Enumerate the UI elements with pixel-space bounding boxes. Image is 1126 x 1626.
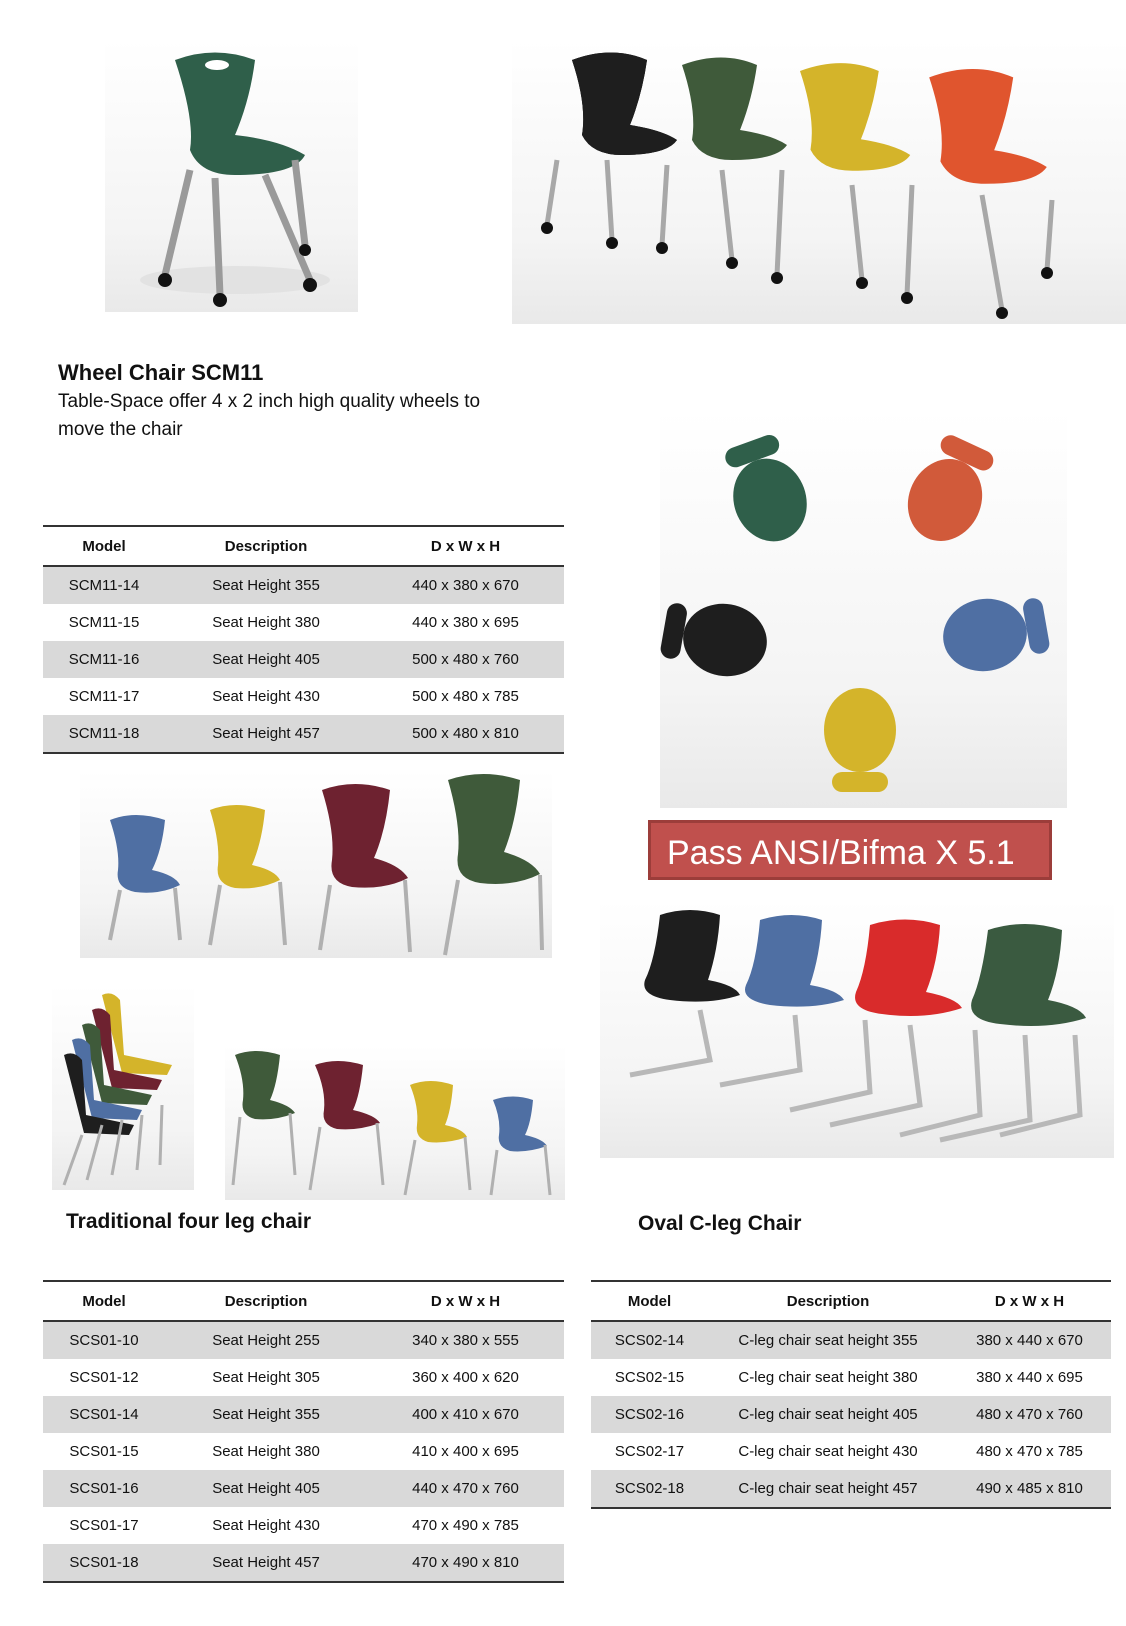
certification-badge: Pass ANSI/Bifma X 5.1 [648, 820, 1052, 880]
table-header-row [591, 1281, 1111, 1321]
cell-description: Seat Height 457 [165, 715, 367, 753]
column-header-description: Description [165, 1281, 367, 1321]
cell-dimensions: 440 x 470 x 760 [367, 1470, 564, 1507]
photo-four-chairs-row [80, 770, 552, 958]
table-row [591, 1396, 1111, 1433]
cell-model: SCS01-14 [43, 1396, 165, 1433]
cell-description: Seat Height 405 [165, 641, 367, 678]
cell-description: C-leg chair seat height 457 [708, 1470, 948, 1508]
table-row [591, 1470, 1111, 1508]
cell-model: SCS01-18 [43, 1544, 165, 1582]
cell-dimensions: 500 x 480 x 760 [367, 641, 564, 678]
cell-model: SCS01-10 [43, 1321, 165, 1359]
cell-dimensions: 480 x 470 x 785 [976, 1443, 1083, 1460]
cell-model: SCS02-18 [591, 1470, 708, 1508]
cell-description: Seat Height 405 [165, 1470, 367, 1507]
cell-dimensions: 440 x 380 x 695 [412, 614, 519, 631]
table-row [43, 641, 564, 678]
cell-model: SCS02-15 [614, 1369, 685, 1386]
column-header-dimensions: D x W x H [948, 1281, 1111, 1321]
cell-description: Seat Height 355 [165, 566, 367, 604]
cell-model: SCS02-16 [591, 1396, 708, 1433]
table-row [43, 604, 564, 641]
wheel-chair-description: Table-Space offer 4 x 2 inch high quality wheels to move the chair [58, 391, 481, 440]
cell-model: SCS01-16 [43, 1470, 165, 1507]
table-row [43, 1359, 564, 1396]
cell-description: Seat Height 305 [212, 1369, 320, 1386]
cell-dimensions: 490 x 485 x 810 [948, 1470, 1111, 1508]
cell-model: SCS01-12 [69, 1369, 139, 1386]
cell-model: SCS02-14 [591, 1321, 708, 1359]
cell-description: Seat Height 430 [212, 1517, 320, 1534]
cell-dimensions: 400 x 410 x 670 [367, 1396, 564, 1433]
photo-stacked-chairs [52, 985, 194, 1190]
cell-model: SCM11-16 [43, 641, 165, 678]
cell-dimensions: 470 x 490 x 785 [412, 1517, 519, 1534]
table-row [43, 1433, 564, 1470]
table-header-row [43, 526, 564, 566]
cell-dimensions: 500 x 480 x 810 [367, 715, 564, 753]
cell-model: SCS01-17 [69, 1517, 139, 1534]
photo-four-chairs-small [225, 1045, 565, 1200]
table-header-row [43, 1281, 564, 1321]
table-row [43, 715, 564, 753]
cell-dimensions: 470 x 490 x 810 [367, 1544, 564, 1582]
table-row [43, 1544, 564, 1582]
cell-dimensions: 380 x 440 x 670 [948, 1321, 1111, 1359]
table-row [591, 1359, 1111, 1396]
column-header-model: Model [43, 526, 165, 566]
cell-dimensions: 440 x 380 x 670 [367, 566, 564, 604]
chairs-row-illustration [512, 40, 1126, 324]
cell-description: Seat Height 355 [165, 1396, 367, 1433]
stacked-chairs-illustration [52, 985, 194, 1190]
cell-dimensions: 360 x 400 x 620 [412, 1369, 519, 1386]
photo-c-leg-chairs [600, 900, 1114, 1158]
photo-wheel-chairs-row [512, 40, 1126, 324]
cell-description: Seat Height 380 [212, 614, 320, 631]
table-row [591, 1321, 1111, 1359]
wheel-chair-title: Wheel Chair SCM11 [58, 360, 264, 385]
cell-model: SCM11-15 [68, 614, 140, 631]
cell-model: SCS01-15 [69, 1443, 139, 1460]
table-row [43, 1396, 564, 1433]
cell-dimensions: 480 x 470 x 760 [948, 1396, 1111, 1433]
cell-description: Seat Height 380 [212, 1443, 320, 1460]
column-header-model: Model [591, 1281, 708, 1321]
c-leg-chairs-illustration [600, 900, 1114, 1158]
column-header-description: Description [165, 526, 367, 566]
traditional-chair-title: Traditional four leg chair [66, 1210, 312, 1233]
traditional-chair-spec-table [43, 1280, 564, 1583]
table-row [591, 1433, 1111, 1470]
photo-chairs-top-view [660, 410, 1067, 808]
cell-description: C-leg chair seat height 355 [708, 1321, 948, 1359]
table-row [43, 1470, 564, 1507]
photo-wheel-chair-green [105, 40, 358, 312]
column-header-dimensions: D x W x H [367, 526, 564, 566]
cell-model: SCM11-18 [43, 715, 165, 753]
table-row [43, 1507, 564, 1544]
cell-description: C-leg chair seat height 405 [708, 1396, 948, 1433]
cell-description: C-leg chair seat height 430 [738, 1443, 918, 1460]
four-chairs-illustration [80, 770, 552, 958]
top-view-illustration [660, 410, 1067, 808]
column-header-description: Description [708, 1281, 948, 1321]
oval-chair-spec-table [591, 1280, 1111, 1509]
column-header-dimensions: D x W x H [367, 1281, 564, 1321]
cell-description: Seat Height 457 [165, 1544, 367, 1582]
oval-chair-title: Oval C-leg Chair [638, 1212, 802, 1235]
cell-dimensions: 410 x 400 x 695 [412, 1443, 519, 1460]
wheel-chair-spec-table [43, 525, 564, 754]
cell-model: SCM11-14 [43, 566, 165, 604]
table-row [43, 566, 564, 604]
cell-model: SCM11-17 [68, 688, 140, 705]
chair-illustration [105, 40, 358, 312]
cell-dimensions: 500 x 480 x 785 [412, 688, 519, 705]
cell-dimensions: 340 x 380 x 555 [367, 1321, 564, 1359]
cell-dimensions: 380 x 440 x 695 [976, 1369, 1083, 1386]
four-chairs-small-illustration [225, 1045, 565, 1200]
cell-description: Seat Height 255 [165, 1321, 367, 1359]
cell-model: SCS02-17 [614, 1443, 685, 1460]
cell-description: C-leg chair seat height 380 [738, 1369, 918, 1386]
table-row [43, 678, 564, 715]
cell-description: Seat Height 430 [212, 688, 320, 705]
table-row [43, 1321, 564, 1359]
column-header-model: Model [43, 1281, 165, 1321]
